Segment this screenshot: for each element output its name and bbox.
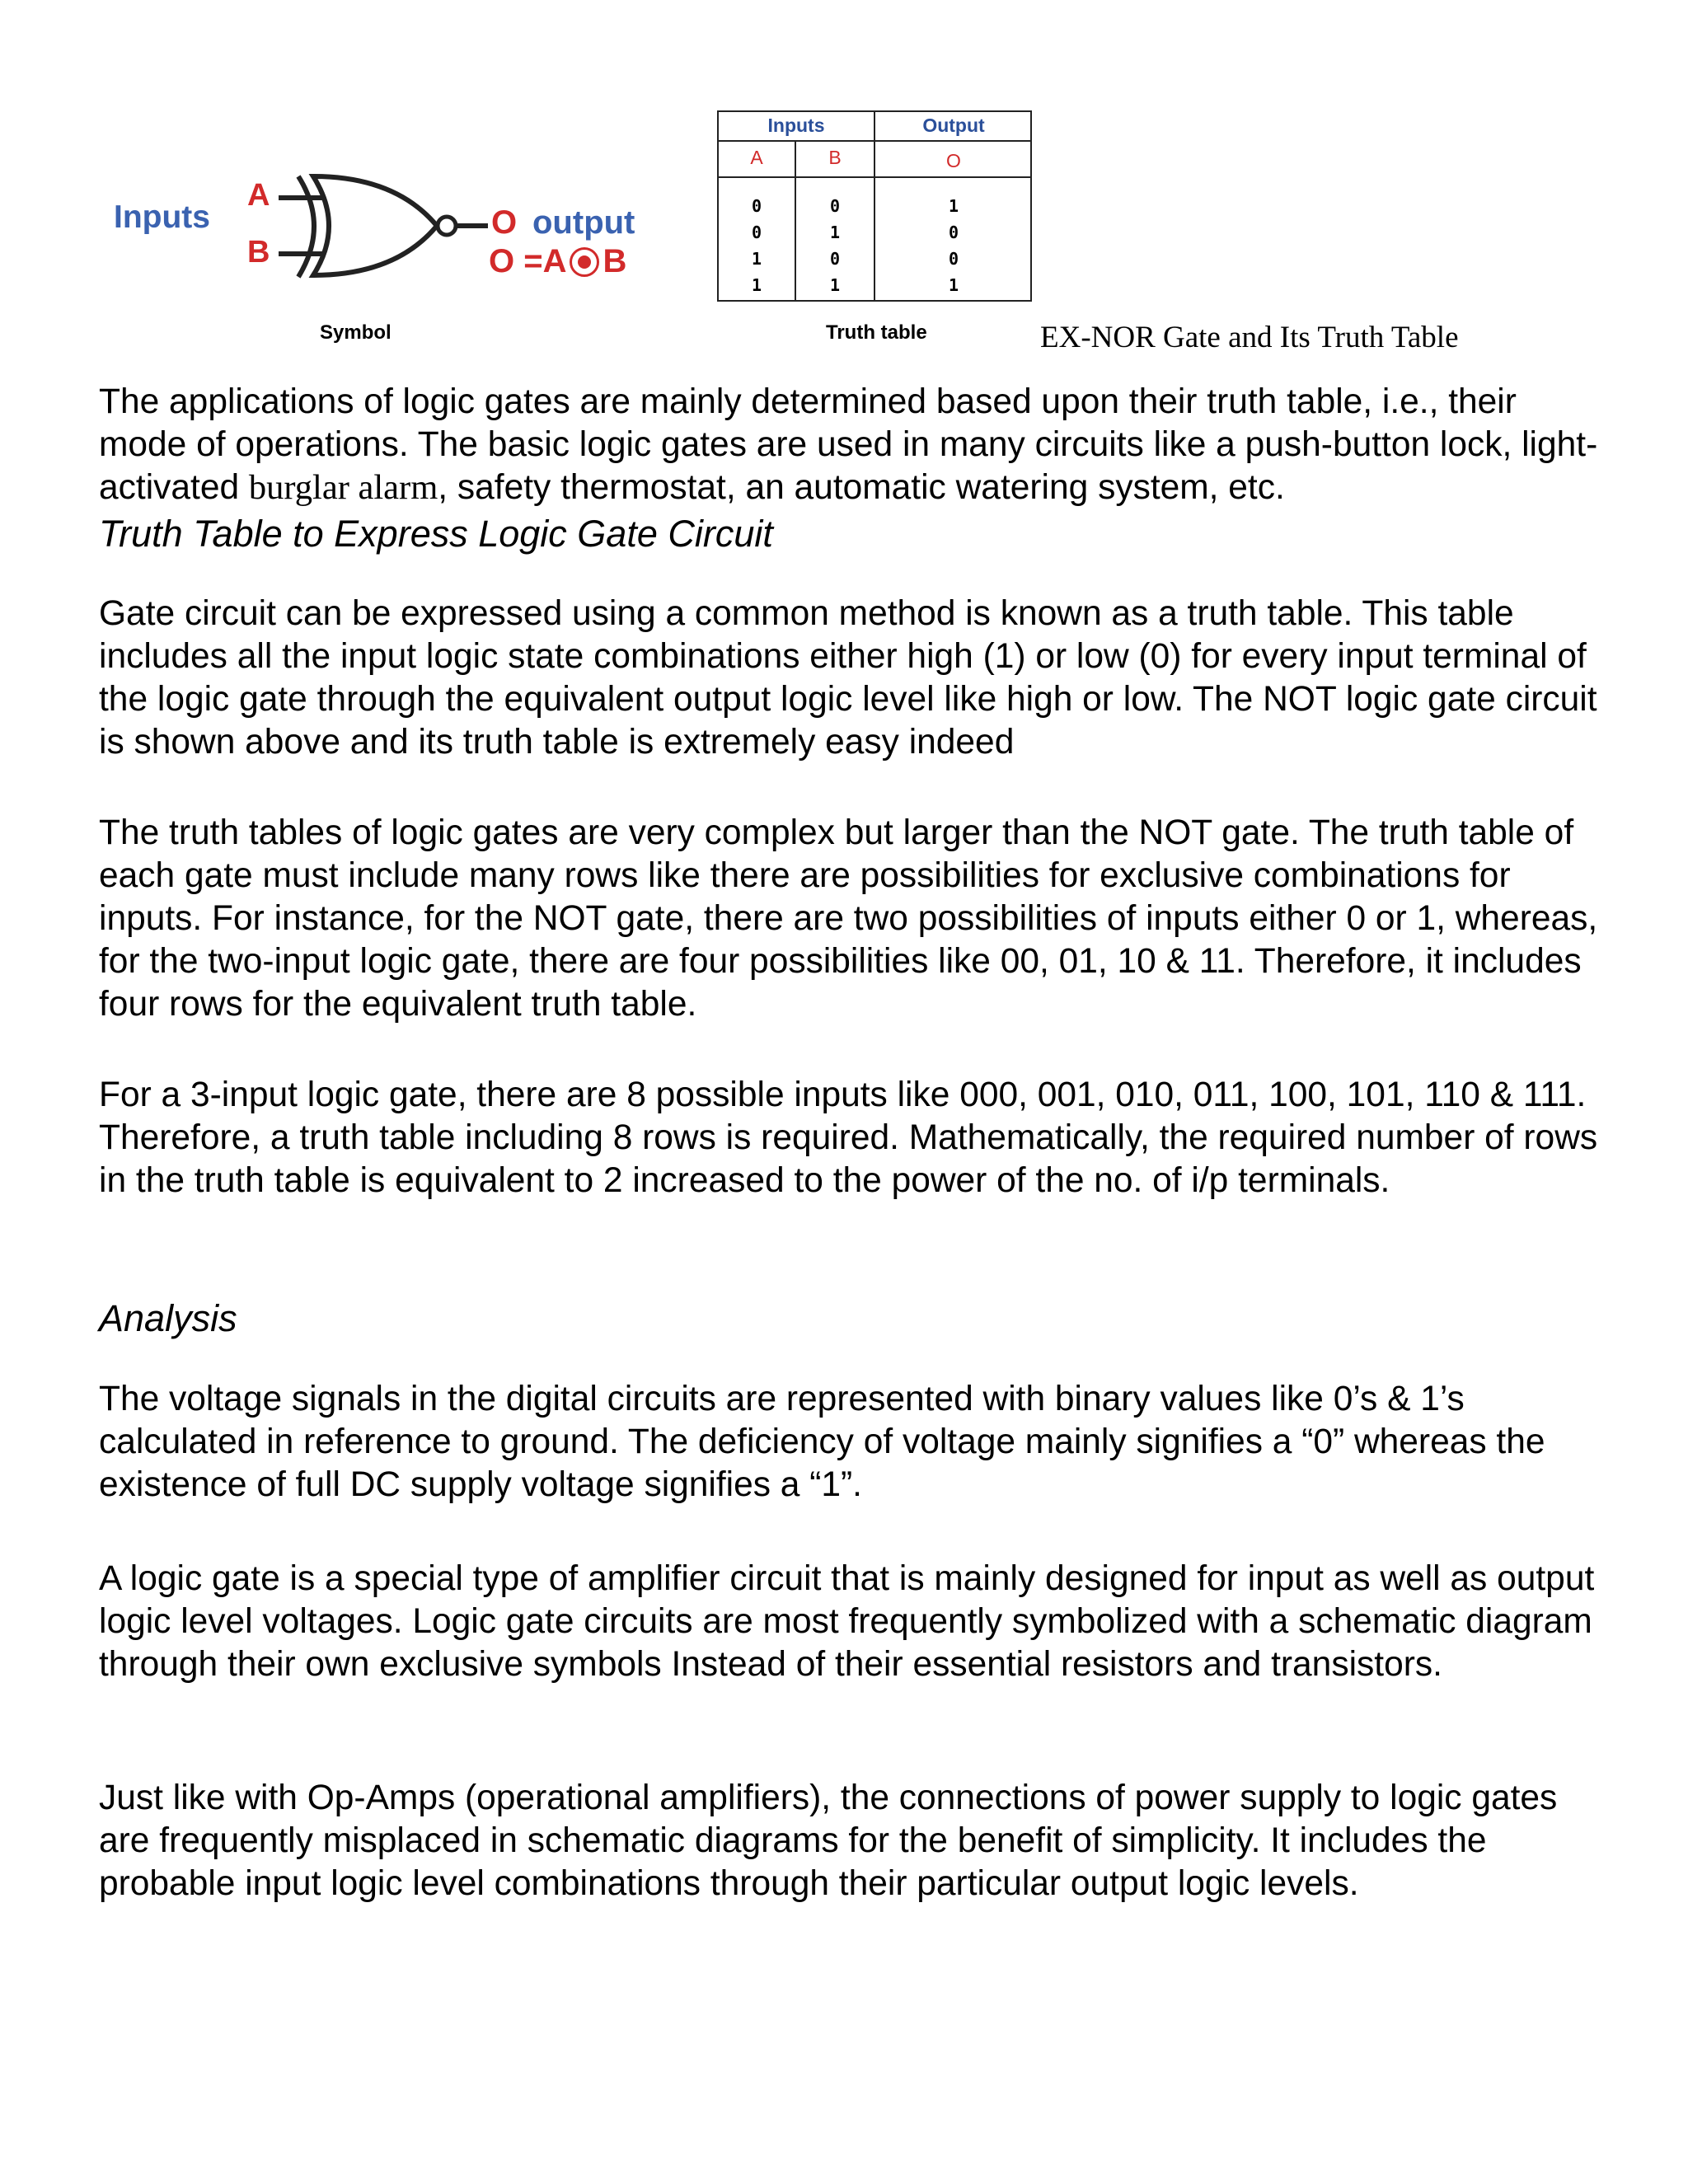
equation-left: O =A [489,243,567,279]
tt-cell: 1 [751,275,762,295]
input-b-label: B [247,235,270,269]
tt-cell: 0 [751,196,762,216]
output-equation [489,243,626,280]
paragraph-applications: The applications of logic gates are mainly determined based upon their truth table, i.e., their mode of operations. The basic logic gates are used in many circuits like a push-button lock, light-activated burglar alarm, safety thermostat, an automatic watering system, etc. [99,382,1598,507]
truth-table-caption: Truth table [826,321,927,344]
truth-table [717,110,1032,302]
inputs-label: Inputs [114,199,210,235]
paragraph-voltage-signals: The voltage signals in the digital circuits are represented with binary values like 0’s & 1’s calculated in reference to ground. The deficiency of voltage mainly signifies a “0” whereas the existence of full DC supply voltage signifies a “1”. [99,1380,1545,1504]
heading-analysis: Analysis [99,1297,237,1339]
output-o-label: O [491,204,518,241]
tt-cell: 1 [829,223,841,242]
tt-cell: 0 [751,223,762,242]
tt-col-a: A [750,147,763,168]
paragraph-three-input: For a 3-input logic gate, there are 8 possible inputs like 000, 001, 010, 011, 100, 101, 110 & 111. Therefore, a truth table including 8 rows is required. Mathematically, the required number of rows in the truth table is equivalent to 2 increased to the power of the no. of i/p terminals. [99,1076,1598,1200]
heading-truth-table: Truth Table to Express Logic Gate Circuit [99,513,773,555]
paragraph-op-amps: Just like with Op-Amps (operational amplifiers), the connections of power supply to logic gates are frequently misplaced in schematic diagrams for the benefit of simplicity. It includes the probable input logic level combinations through their particular output logic levels. [99,1779,1558,1903]
tt-header-output: Output [922,115,985,136]
tt-cell: 0 [948,223,959,242]
tt-cell: 0 [948,249,959,269]
tt-cell: 1 [829,275,841,295]
equation-right: B [603,243,627,279]
burglar-alarm-term: burglar alarm [248,468,438,507]
paragraph-logic-gate-amplifier: A logic gate is a special type of amplifier circuit that is mainly designed for input as well as output logic level voltages. Logic gate circuits are most frequently symbolized with a schematic diagram through their own exclusive symbols Instead of their essential resistors and transistors. [99,1559,1595,1684]
paragraph-truth-tables: The truth tables of logic gates are very complex but larger than the NOT gate. The truth table of each gate must include many rows like there are possibilities for exclusive combinations for inputs. For instance, for the NOT gate, there are two possibilities of inputs either 0 or 1, whereas, for the two-input logic gate, there are four possibilities like 00, 01, 10 & 11. Therefore, it includes four rows for the equivalent truth table. [99,813,1598,1024]
tt-header-inputs: Inputs [767,115,825,136]
input-a-label: A [247,178,270,213]
figure-caption: EX-NOR Gate and Its Truth Table [1040,321,1459,354]
tt-col-o: O [946,150,961,171]
xnor-gate-symbol-icon [272,165,495,288]
figure [0,0,1688,371]
tt-cell: 0 [829,249,841,269]
tt-cell: 1 [948,196,959,216]
output-word-label: output [532,204,635,241]
tt-cell: 1 [751,249,762,269]
xnor-operator-icon [570,247,599,277]
paragraph-gate-circuit: Gate circuit can be expressed using a common method is known as a truth table. This table includes all the input logic state combinations either high (1) or low (0) for every input terminal of the logic gate through the equivalent output logic level like high or low. The NOT logic gate circuit is shown above and its truth table is extremely easy indeed [99,594,1597,762]
tt-col-b: B [828,147,842,168]
tt-cell: 0 [829,196,841,216]
symbol-caption: Symbol [320,321,392,344]
tt-cell: 1 [948,275,959,295]
